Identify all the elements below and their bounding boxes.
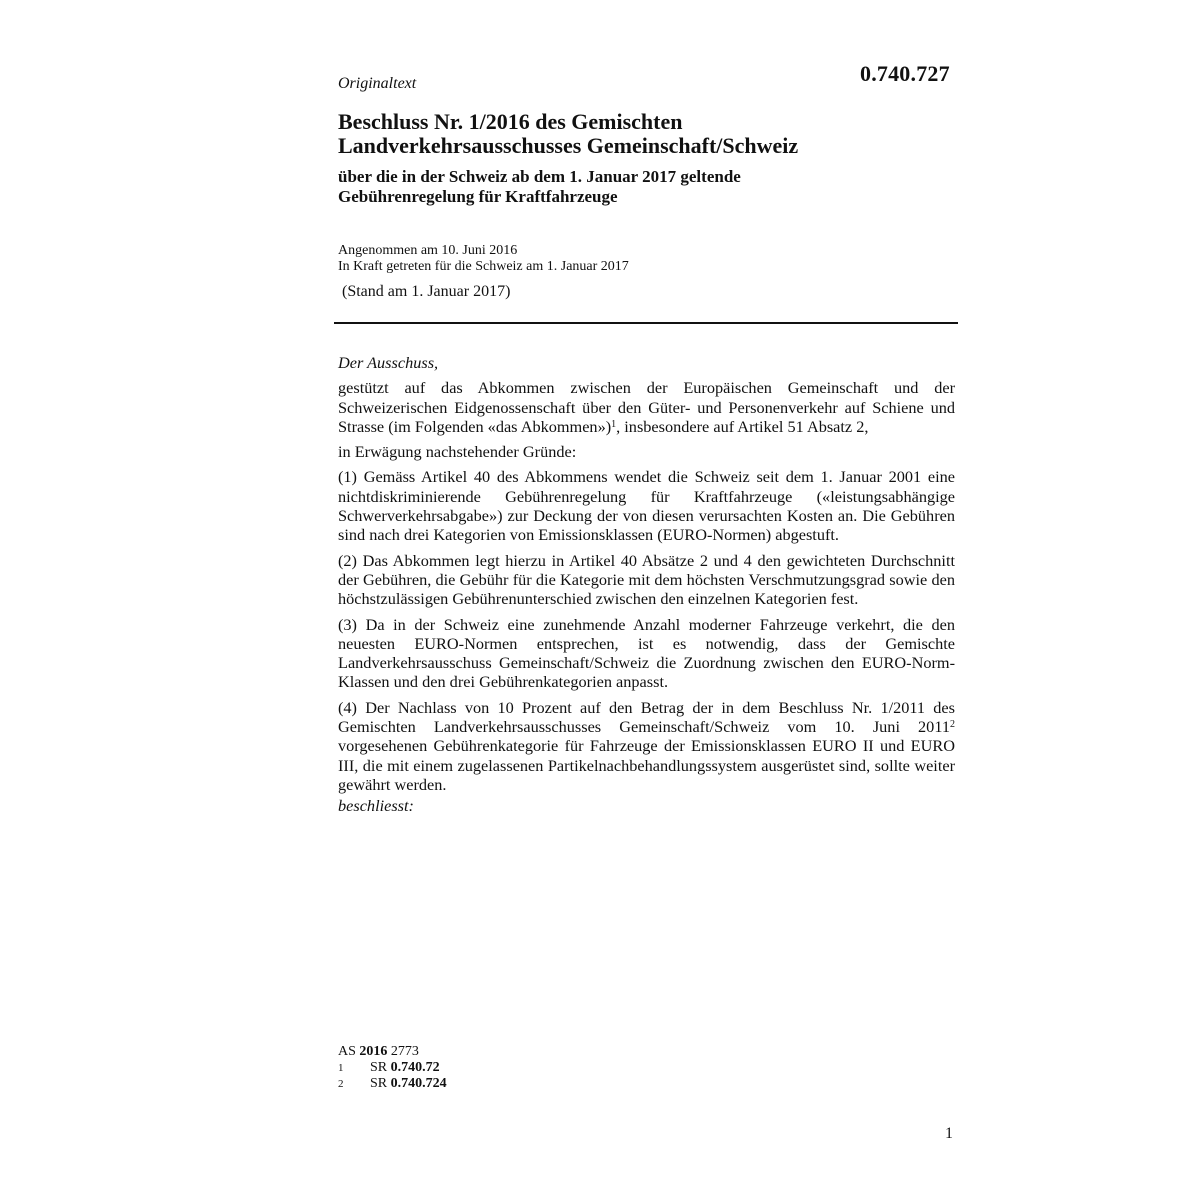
adopted-date: Angenommen am 10. Juni 2016 <box>338 243 518 258</box>
subtitle-line-2: Gebührenregelung für Kraftfahrzeuge <box>338 187 618 206</box>
intro-line: Der Ausschuss, <box>338 353 439 372</box>
original-text-label: Originaltext <box>338 75 417 92</box>
paragraph-considerations: in Erwägung nachstehender Gründe: <box>338 442 577 462</box>
as-prefix: AS <box>338 1044 356 1059</box>
paragraph-text: (4) Der Nachlass von 10 Prozent auf den Betrag der in dem Beschluss Nr. 1/2011 des Gemischten Landverkehrsausschusses Gemeinschaft/Schweiz vom 10. Juni 2011 <box>338 697 955 737</box>
footnote-2 <box>338 1076 447 1092</box>
as-page: 2773 <box>390 1044 419 1059</box>
paragraph-text: gestützt auf das Abkommen zwischen der Europäischen Gemeinschaft und der Schweizerischen Eidgenossenschaft über den Güter- und Personenverkehr auf Schiene und Strasse (im Folgenden «das Abkommen») <box>338 378 955 436</box>
title-line-1: Beschluss Nr. 1/2016 des Gemischten <box>338 109 683 134</box>
footnote-prefix: SR <box>370 1076 388 1091</box>
footnote-text <box>370 1076 447 1092</box>
footnotes <box>338 1044 447 1092</box>
status-date: (Stand am 1. Januar 2017) <box>342 283 511 300</box>
as-reference <box>338 1044 447 1060</box>
footnote-number: 1 <box>338 1062 344 1074</box>
footnote-sr-ref: 0.740.72 <box>390 1060 440 1075</box>
paragraph-text: vorgesehenen Gebührenkategorie für Fahrzeuge der Emissionsklassen EURO II und EURO III, die mit einem zugelassenen Partikelnachbehandlungssystem ausgerüstet sind, sollte weiter gewährt werden. <box>338 736 955 794</box>
footnote-1 <box>338 1060 447 1076</box>
closing-decision: beschliesst: <box>338 796 414 816</box>
sr-number: 0.740.727 <box>860 61 950 86</box>
footnote-ref-1: 1 <box>611 418 617 430</box>
footnote-number: 2 <box>338 1078 344 1090</box>
as-year: 2016 <box>359 1044 388 1059</box>
title-line-2: Landverkehrsausschusses Gemeinschaft/Schweiz <box>338 133 799 158</box>
paragraph-legal-basis <box>338 378 955 436</box>
document-body <box>338 353 955 822</box>
paragraph-text: , insbesondere auf Artikel 51 Absatz 2, <box>616 416 869 436</box>
adoption-info <box>338 243 629 275</box>
footnote-prefix: SR <box>370 1060 388 1075</box>
subtitle-line-1: über die in der Schweiz ab dem 1. Januar 2017 geltende <box>338 167 741 186</box>
recital-2: (2) Das Abkommen legt hierzu in Artikel 40 Absätze 2 und 4 den gewichteten Durchschnitt der Gebühren, die Gebühr für die Kategorie mit dem höchsten Verschmutzungsgrad sowie den höchstzulässigen Gebührenunterschied zwischen den einzelnen Kategorien fest. <box>338 550 955 609</box>
footnote-text <box>370 1060 440 1076</box>
recital-3: (3) Da in der Schweiz eine zunehmende Anzahl moderner Fahrzeuge verkehrt, die den neuesten EURO-Normen entsprechen, ist es notwendig, dass der Gemischte Landverkehrsausschuss Gemeinschaft/Schweiz die Zuordnung zwischen den EURO-Norm-Klassen und den drei Gebührenkategorien anpasst. <box>338 614 955 692</box>
recital-4 <box>338 698 955 794</box>
footnote-ref-2: 2 <box>950 719 955 731</box>
recital-1: (1) Gemäss Artikel 40 des Abkommens wendet die Schweiz seit dem 1. Januar 2001 eine nichtdiskriminierende Gebührenregelung für Kraftfahrzeuge («leistungsabhängige Schwerverkehrsabgabe») zur Deckung der von diesen verursachten Kosten an. Die Gebühren sind nach drei Kategorien von Emissionsklassen (EURO-Normen) abgestuft. <box>338 467 955 545</box>
document-title <box>338 110 958 158</box>
header-divider <box>334 322 958 324</box>
document-subtitle <box>338 167 958 207</box>
page-number: 1 <box>945 1125 953 1142</box>
in-force-date: In Kraft getreten für die Schweiz am 1. Januar 2017 <box>338 259 629 274</box>
footnote-sr-ref: 0.740.724 <box>390 1076 447 1091</box>
